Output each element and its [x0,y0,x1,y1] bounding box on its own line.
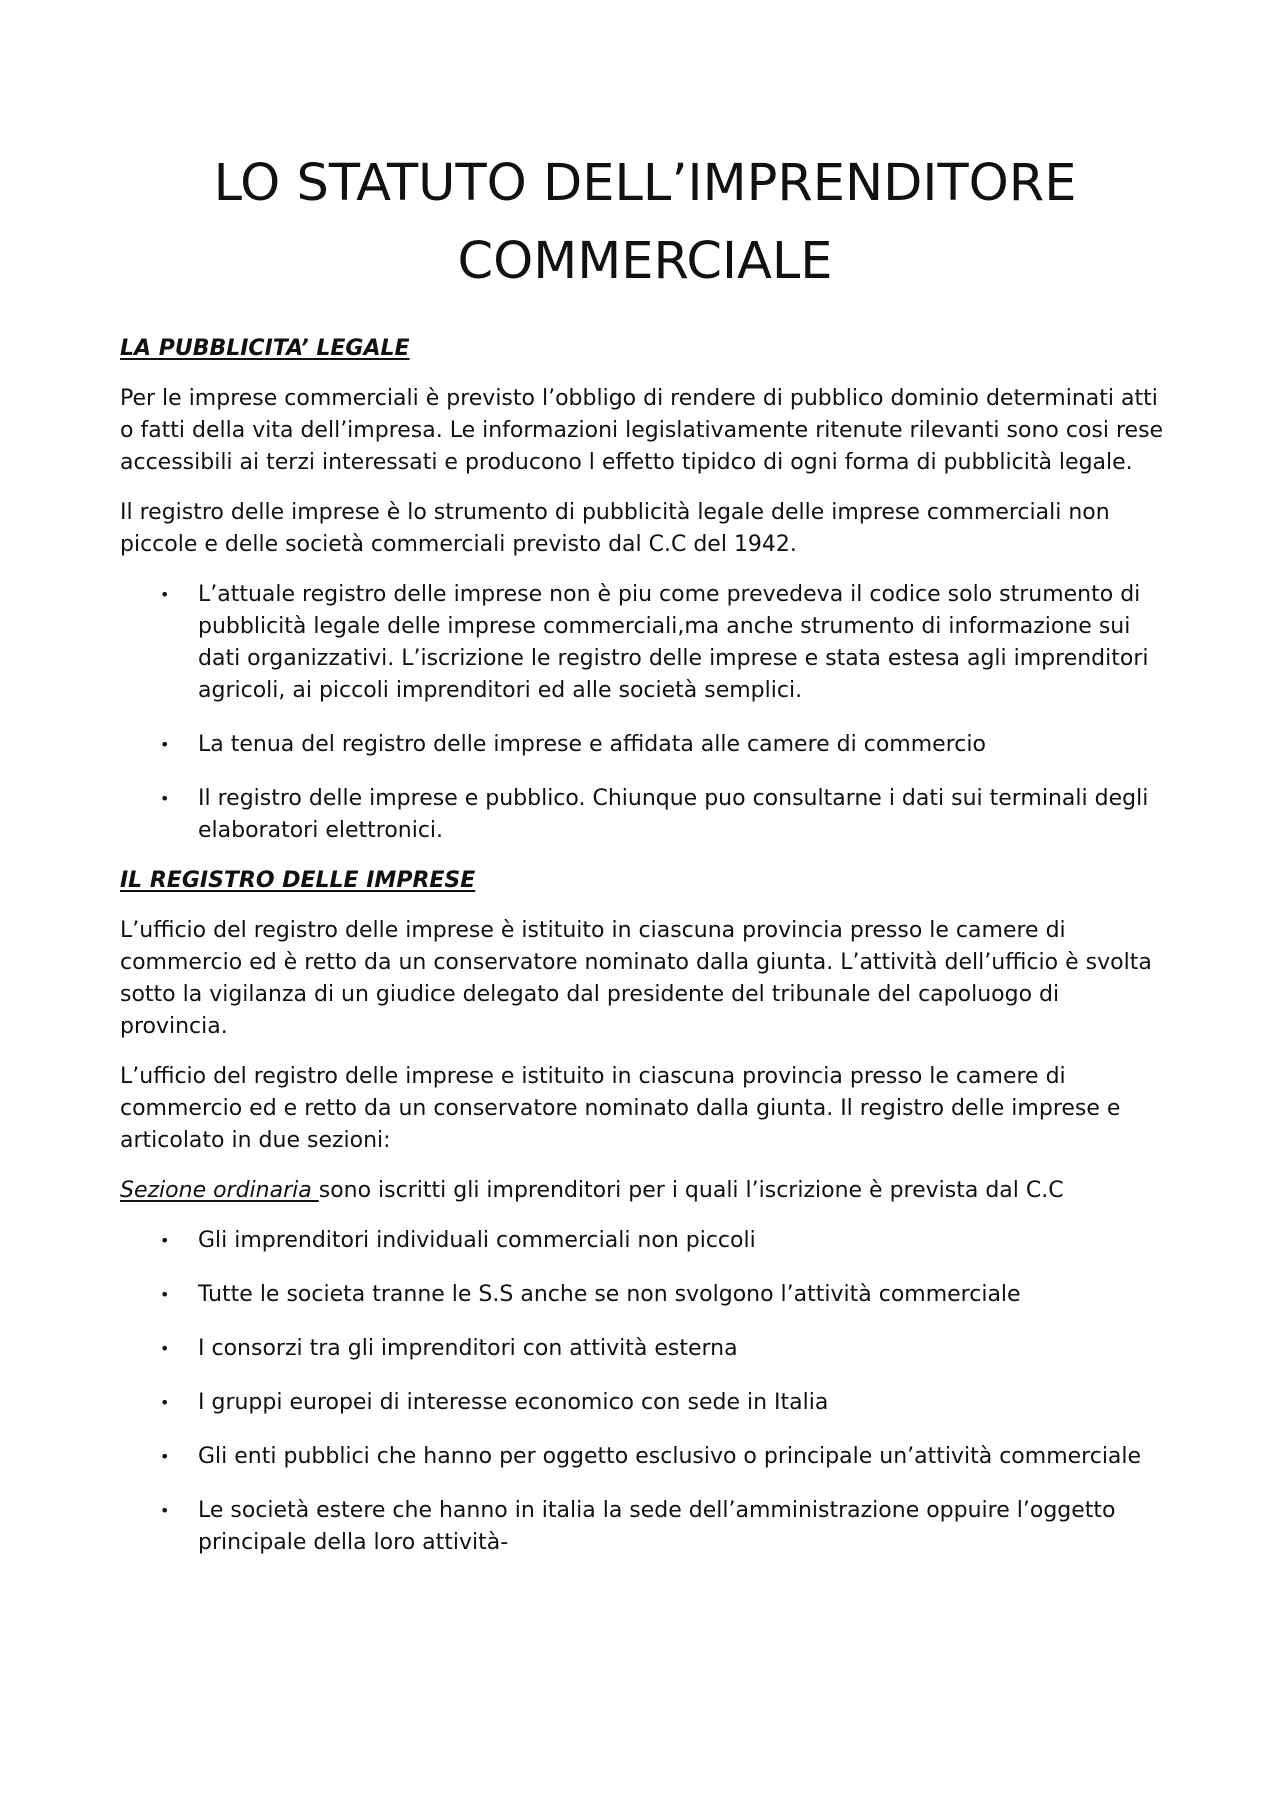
section-heading: LA PUBBLICITA’ LEGALE [120,336,410,361]
bullet-icon: • [160,1231,170,1250]
list-item [120,783,1170,847]
list-item-text: I gruppi europei di interesse economico con sede in Italia [198,1390,829,1415]
subsection-label: Sezione ordinaria [120,1178,319,1203]
bullet-list [120,1225,1170,1559]
list-item-text: Gli enti pubblici che hanno per oggetto esclusivo o principale un’attività commerciale [198,1444,1142,1469]
list-item [120,1225,1170,1257]
list-item-text: Gli imprenditori individuali commerciali non piccoli [198,1228,756,1253]
section-heading: IL REGISTRO DELLE IMPRESE [120,868,476,893]
list-item [120,729,1170,761]
paragraph: Per le imprese commerciali è previsto l’obbligo di rendere di pubblico dominio determinati atti o fatti della vita dell’impresa. Le informazioni legislativamente ritenute rilevanti sono cosi rese accessibili ai terzi interessati e producono l effetto tipidco di ogni forma di pubblicità legale. [120,386,1164,475]
bullet-icon: • [160,789,170,808]
list-item [120,1279,1170,1311]
list-item-text: La tenua del registro delle imprese e affidata alle camere di commercio [198,732,986,757]
bullet-icon: • [160,1285,170,1304]
bullet-list [120,579,1170,847]
list-item [120,1495,1170,1559]
list-item [120,1441,1170,1473]
paragraph: Il registro delle imprese è lo strumento di pubblicità legale delle imprese commerciali non piccole e delle società commerciali previsto dal C.C del 1942. [120,500,1110,557]
paragraph: L’ufficio del registro delle imprese è istituito in ciascuna provincia presso le camere di commercio ed è retto da un conservatore nominato dalla giunta. L’attività dell’ufficio è svolta sotto la vigilanza di un giudice delegato dal presidente del tribunale del capoluogo di provincia. [120,918,1152,1039]
bullet-icon: • [160,585,170,604]
section-registro-imprese [120,865,1170,1559]
subsection-line [120,1175,1170,1207]
bullet-icon: • [160,1393,170,1412]
list-item-text: I consorzi tra gli imprenditori con attività esterna [198,1336,738,1361]
document-title: LO STATUTO DELL’IMPRENDITORE COMMERCIALE [213,154,1077,291]
paragraph: L’ufficio del registro delle imprese e istituito in ciascuna provincia presso le camere di commercio ed e retto da un conservatore nominato dalla giunta. Il registro delle imprese e articolato in due sezioni: [120,1064,1121,1153]
bullet-icon: • [160,1447,170,1466]
list-item-text: L’attuale registro delle imprese non è piu come prevedeva il codice solo strumento di pubblicità legale delle imprese commerciali,ma anche strumento di informazione sui dati organizzativi. L’iscrizione le registro delle imprese e stata estesa agli imprenditori agricoli, ai piccoli imprenditori ed alle società semplici. [198,582,1149,703]
list-item [120,1333,1170,1365]
list-item [120,579,1170,707]
bullet-icon: • [160,1339,170,1358]
section-pubblicita-legale [120,333,1170,847]
list-item-text: Tutte le societa tranne le S.S anche se non svolgono l’attività commerciale [198,1282,1021,1307]
list-item [120,1387,1170,1419]
list-item-text: Le società estere che hanno in italia la sede dell’amministrazione oppuire l’oggetto principale della loro attività- [198,1498,1116,1555]
subsection-text: sono iscritti gli imprenditori per i quali l’iscrizione è prevista dal C.C [318,1178,1064,1203]
bullet-icon: • [160,1501,170,1520]
list-item-text: Il registro delle imprese e pubblico. Chiunque puo consultarne i dati sui terminali degli elaboratori elettronici. [198,786,1149,843]
document-page [120,145,1170,1577]
bullet-icon: • [160,735,170,754]
